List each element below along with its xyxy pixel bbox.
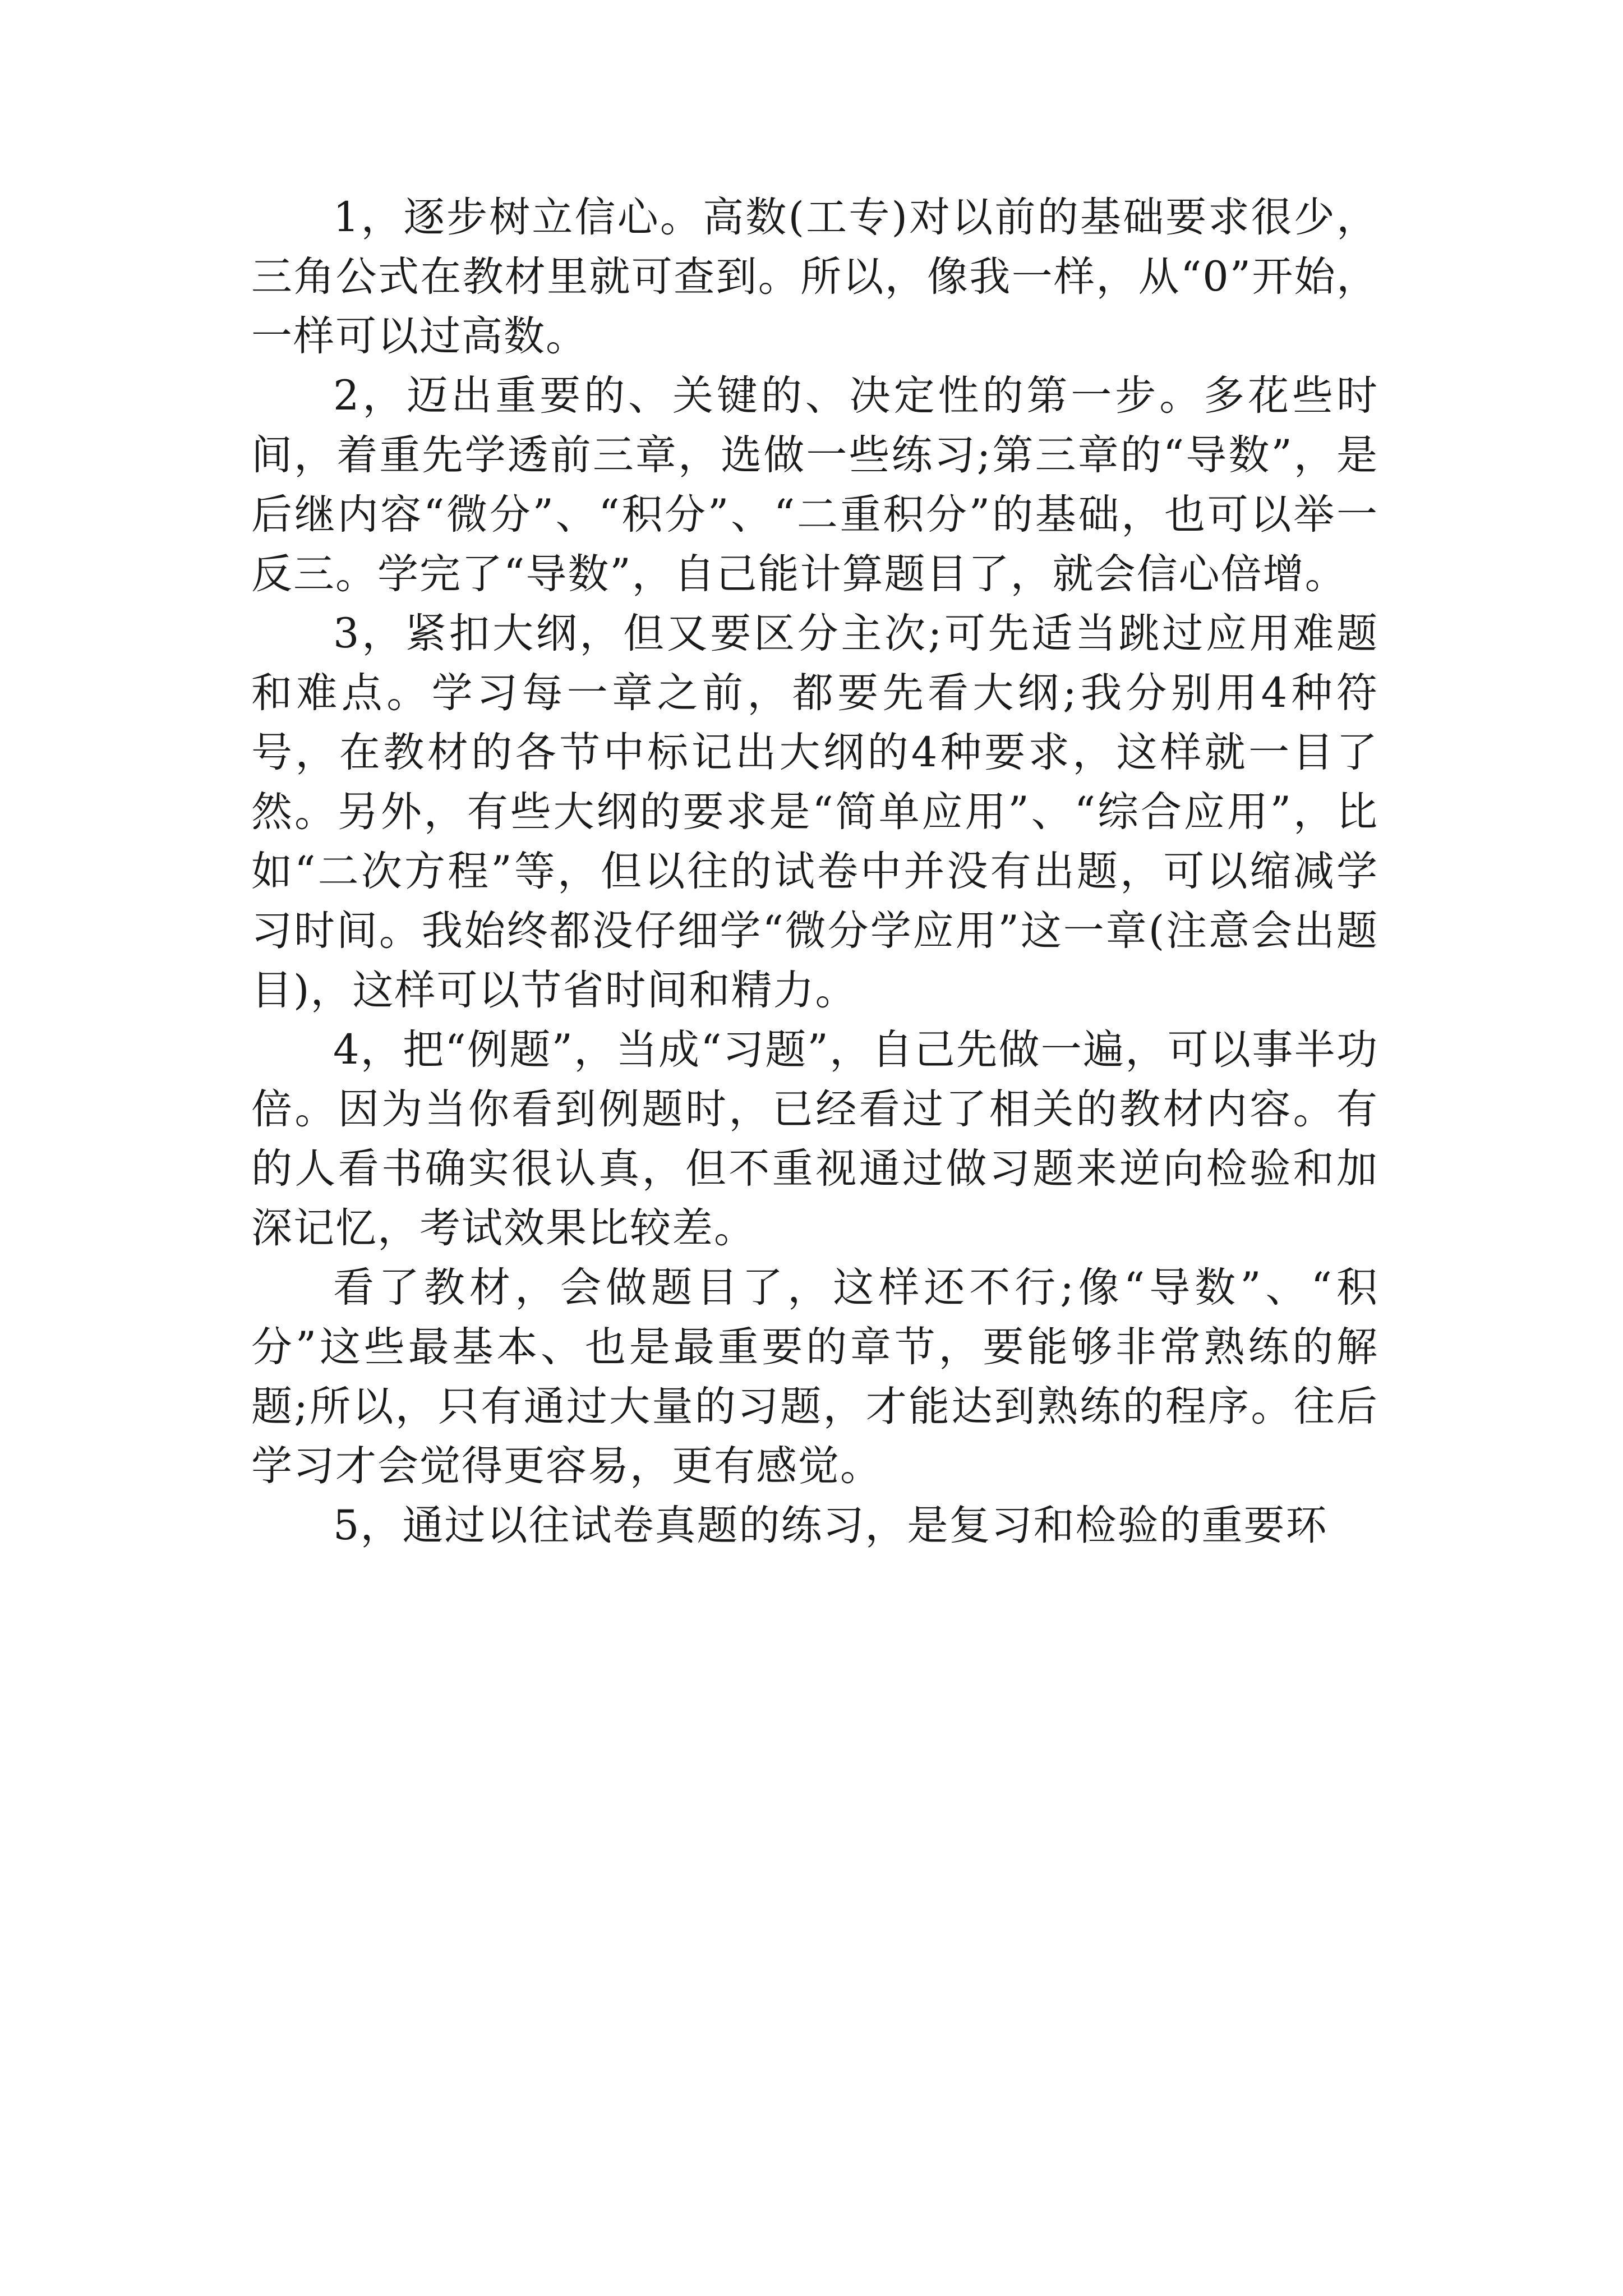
paragraph-4: 4，把“例题”，当成“习题”，自己先做一遍，可以事半功倍。因为当你看到例题时，已经看过了相关的教材内容。有的人看书确实很认真，但不重视通过做习题来逆向检验和加深记忆，考试效果比较差。 [251, 1026, 1378, 1252]
paragraph-3: 3，紧扣大纲，但又要区分主次;可先适当跳过应用难题和难点。学习每一章之前，都要先看大纲;我分别用4种符号，在教材的各节中标记出大纲的4种要求，这样就一目了然。另外，有些大纲的要求是“简单应用”、“综合应用”，比如“二次方程”等，但以往的试卷中并没有出题，可以缩减学习时间。我始终都没仔细学“微分学应用”这一章(注意会出题目)，这样可以节省时间和精力。 [251, 610, 1378, 1014]
paragraph-1: 1，逐步树立信心。高数(工专)对以前的基础要求很少，三角公式在教材里就可查到。所以，像我一样，从“0”开始，一样可以过高数。 [251, 194, 1378, 360]
paragraph-2: 2，迈出重要的、关键的、决定性的第一步。多花些时间，着重先学透前三章，选做一些练习;第三章的“导数”，是后继内容“微分”、“积分”、“二重积分”的基础，也可以举一反三。学完了“导数”，自己能计算题目了，就会信心倍增。 [251, 372, 1378, 598]
document-body [251, 188, 1378, 1556]
paragraph-5: 看了教材，会做题目了，这样还不行;像“导数”、“积分”这些最基本、也是最重要的章节，要能够非常熟练的解题;所以，只有通过大量的习题，才能达到熟练的程序。往后学习才会觉得更容易，更有感觉。 [251, 1264, 1378, 1490]
paragraph-6: 5，通过以往试卷真题的练习，是复习和检验的重要环 [333, 1502, 1328, 1549]
